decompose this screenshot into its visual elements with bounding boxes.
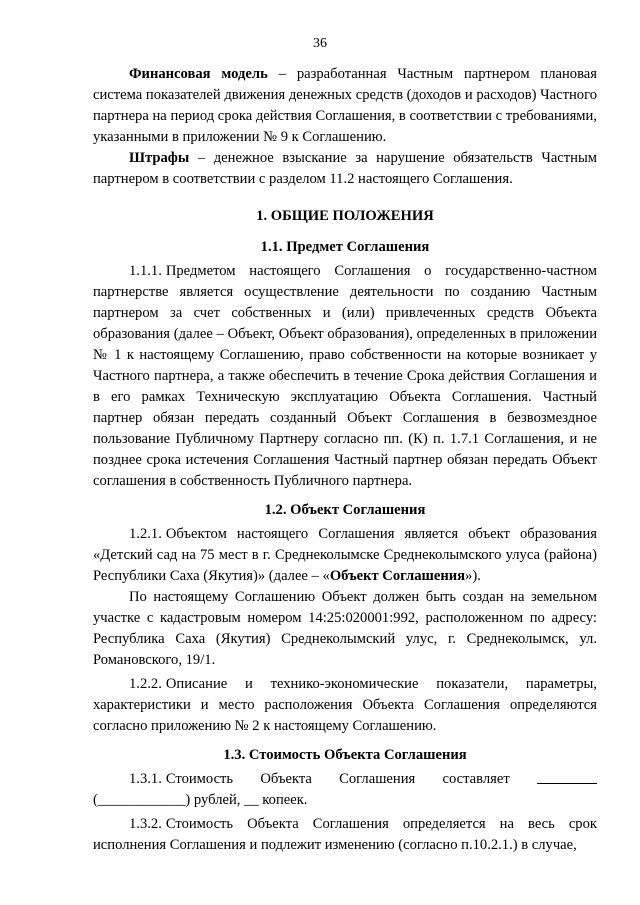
clause-text-end: »).: [465, 568, 481, 584]
clause-number: 1.2.2.: [129, 676, 162, 692]
clause-1-3-1: [93, 769, 597, 790]
cost-word: Соглашения: [339, 771, 416, 787]
object-name-bold: Объект Соглашения: [329, 568, 466, 584]
clause-text: Объектом настоящего Соглашения является объект образования «Детский сад на 75 мест в г. Среднеколымске Среднеколымского улуса (района) Республики Саха (Якутия)» (далее – «: [93, 526, 597, 584]
page-number: 36: [313, 36, 327, 51]
cost-word: Объекта: [260, 771, 312, 787]
cost-word: составляет: [442, 771, 510, 787]
clause-number-with-word: [129, 769, 233, 790]
subsection-title-cost: 1.3. Стоимость Объекта Соглашения: [223, 747, 467, 763]
subsection-title-subject: 1.1. Предмет Соглашения: [260, 239, 430, 255]
clause-number: 1.2.1.: [129, 526, 162, 542]
cost-word: Стоимость: [165, 771, 234, 787]
clause-1-3-2: [93, 814, 597, 856]
clause-text: Описание и технико-экономические показатели, параметры, характеристики и место расположения Объекта Соглашения определяются согласно приложению № 2 к настоящему Соглашению.: [93, 676, 597, 734]
cost-blank: [537, 769, 597, 784]
definition-term: Финансовая модель: [129, 66, 268, 82]
clause-1-2-2: [93, 674, 597, 737]
clause-number: 1.3.2.: [129, 816, 162, 832]
section-title: 1. ОБЩИЕ ПОЛОЖЕНИЯ: [256, 208, 434, 224]
clause-text: Стоимость Объекта Соглашения определяется на весь срок исполнения Соглашения и подлежит изменению (согласно п.10.2.1.) в случае,: [93, 816, 597, 853]
clause-number: 1.3.1.: [129, 771, 162, 787]
cost-amount-line: (____________) рублей, __ копеек.: [93, 792, 308, 808]
land-plot-paragraph: По настоящему Соглашению Объект должен быть создан на земельном участке с кадастровым номером 14:25:020001:992, расположенном по адресу: Республика Саха (Якутия) Среднеколымский улус, г. Среднеколымск, ул. Романовского, 19/1.: [93, 589, 597, 668]
definition-term: Штрафы: [129, 150, 190, 166]
clause-number: 1.1.1.: [129, 263, 162, 279]
definition-penalties: [93, 148, 597, 190]
definition-text: – разработанная Частным партнером плановая система показателей движения денежных средств (доходов и расходов) Частного партнера на период срока действия Соглашения, в соответствии с требованиями, указанными в приложении № 9 к Соглашению.: [93, 66, 597, 145]
clause-1-2-1: [93, 524, 597, 587]
clause-1-1-1: [93, 261, 597, 492]
subsection-title-object: 1.2. Объект Соглашения: [264, 502, 426, 518]
definition-text: – денежное взыскание за нарушение обязательств Частным партнером в соответствии с разделом 11.2 настоящего Соглашения.: [93, 150, 597, 187]
definition-financial-model: [93, 64, 597, 148]
clause-text: Предметом настоящего Соглашения о государственно-частном партнерстве является осуществление деятельности по созданию Частным партнером за счет собственных и (или) привлеченных средств Объекта образования (далее – Объект, Объект образования), определенных в приложении № 1 к настоящему Соглашению, право собственности на которые возникает у Частного партнера, а также обеспечить в течение Срока действия Соглашения и в его рамках Техническую эксплуатацию Объекта Соглашения. Частный партнер обязан передать созданный Объект Соглашения в безвозмездное пользование Публичному Партнеру согласно пп. (К) п. 1.7.1 Соглашения, и не позднее срока истечения Соглашения Частный партнер обязан передать Объект соглашения в собственность Публичного партнера.: [93, 263, 597, 489]
page-content: [93, 64, 597, 856]
